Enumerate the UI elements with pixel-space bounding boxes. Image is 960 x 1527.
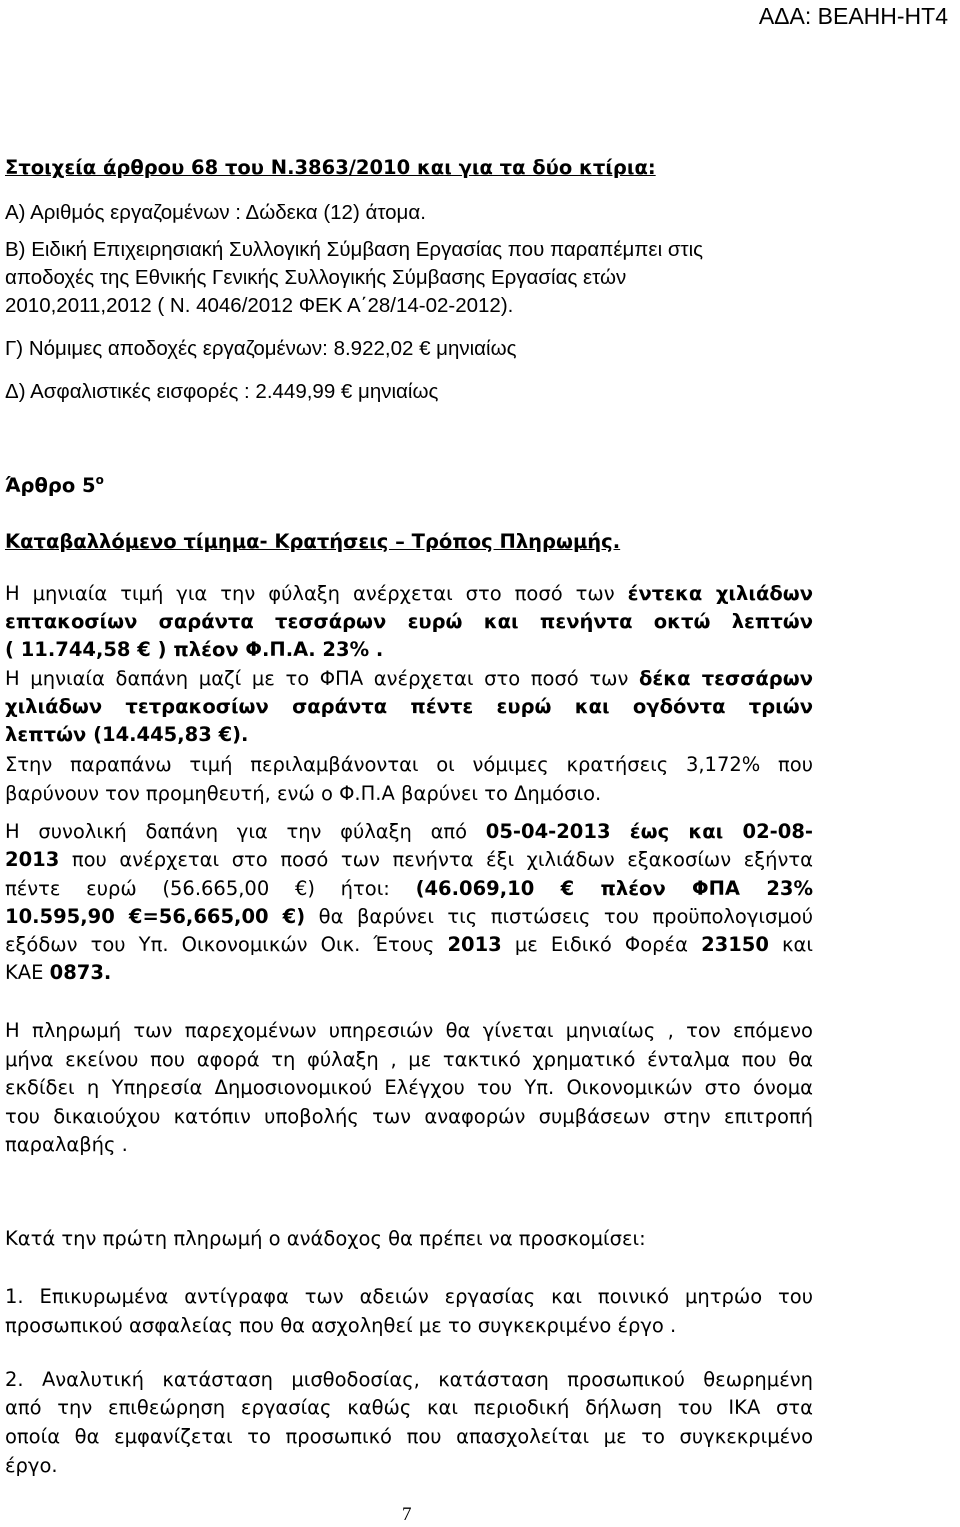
p4-breakdown: (46.069,10 € πλέον ΦΠΑ 23% xyxy=(415,877,813,900)
p1-text: Η μηνιαία τιμή για την φύλαξη ανέρχεται στο ποσό των xyxy=(5,582,628,605)
p6-item2-line4: έργο. xyxy=(5,1454,58,1477)
p4-text-4: θα βαρύνει τις πιστώσεις του προϋπολογισμού xyxy=(305,905,813,928)
p4-text-7: και xyxy=(768,933,813,956)
article-title xyxy=(5,473,104,499)
p5-line1: Η πληρωμή των παρεχομένων υπηρεσιών θα γίνεται μηνιαίως , τον επόμενο xyxy=(5,1019,813,1042)
p4-text-2: που ανέρχεται στο ποσό των πενήντα έξι χιλιάδων εξακοσίων εξήντα xyxy=(59,848,813,871)
item-b-line3: 2010,2011,2012 ( Ν. 4046/2012 ΦΕΚ Α΄28/14-02-2012). xyxy=(5,294,514,317)
p6-item2-line2: από την επιθεώρηση εργασίας καθώς και περιοδική δήλωση του ΙΚΑ στα xyxy=(5,1396,813,1419)
item-b-line2: αποδοχές της Εθνικής Γενικής Συλλογικής Σύμβασης Εργασίας ετών xyxy=(5,266,627,289)
p6-item2-line3: οποία θα εμφανίζεται το προσωπικό που απασχολείται με το συγκεκριμένο xyxy=(5,1425,813,1448)
p2-line3: λεπτών (14.445,83 €). xyxy=(5,723,249,746)
p5-line5: παραλαβής . xyxy=(5,1133,128,1156)
p4-line1 xyxy=(5,819,813,845)
ada-code: ΑΔΑ: ΒΕΑΗΗ-ΗΤ4 xyxy=(758,3,948,29)
p2-amount-words: δέκα τεσσάρων xyxy=(638,667,813,690)
item-d: Δ) Ασφαλιστικές εισφορές : 2.449,99 € μηνιαίως xyxy=(5,380,439,403)
p4-special-body: 23150 xyxy=(701,933,769,956)
p4-line3 xyxy=(5,876,813,902)
p6-intro: Κατά την πρώτη πληρωμή ο ανάδοχος θα πρέπει να προσκομίσει: xyxy=(5,1227,646,1250)
p4-text-5: εξόδων του Υπ. Οικονομικών Οικ. Έτους xyxy=(5,933,448,956)
p4-text-1: Η συνολική δαπάνη για την φύλαξη από xyxy=(5,820,486,843)
p4-year: 2013 xyxy=(5,848,60,871)
p4-text-3: πέντε ευρώ (56.665,00 €) ήτοι: xyxy=(5,877,416,900)
item-a: Α) Αριθμός εργαζομένων : Δώδεκα (12) άτομα. xyxy=(5,201,426,224)
p4-line2 xyxy=(5,847,813,873)
p4-kae-label: ΚΑΕ xyxy=(5,961,50,984)
item-c: Γ) Νόμιμες αποδοχές εργαζομένων: 8.922,02 € μηνιαίως xyxy=(5,337,517,360)
p2-line2: χιλιάδων τετρακοσίων σαράντα πέντε ευρώ και ογδόντα τριών xyxy=(5,695,813,718)
p4-kae-code: 0873. xyxy=(49,961,112,984)
p5-line2: μήνα εκείνου που αφορά τη φύλαξη , με τακτικό χρηματικό ένταλμα που θα xyxy=(5,1048,813,1071)
p4-total: 10.595,90 €=56,665,00 €) xyxy=(5,905,306,928)
article-title-text: Άρθρο 5 xyxy=(5,474,96,497)
p6-item2-line1: 2. Αναλυτική κατάσταση μισθοδοσίας, κατάσταση προσωπικού θεωρημένη xyxy=(5,1368,813,1391)
article-title-sup: ο xyxy=(95,473,104,487)
p4-line6 xyxy=(5,960,111,986)
p6-item1-line1: 1. Επικυρωμένα αντίγραφα των αδειών εργασίας και ποινικό μητρώο του xyxy=(5,1285,813,1308)
p2-text: Η μηνιαία δαπάνη μαζί με το ΦΠΑ ανέρχεται στο ποσό των xyxy=(5,667,639,690)
item-b-line1: Β) Ειδική Επιχειρησιακή Συλλογική Σύμβαση Εργασίας που παραπέμπει στις xyxy=(5,238,704,261)
p5-line3: εκδίδει η Υπηρεσία Δημοσιονομικού Ελέγχου του Υπ. Οικονομικών στο όνομα xyxy=(5,1076,813,1099)
p4-text-6: με Ειδικό Φορέα xyxy=(501,933,702,956)
p3-line1: Στην παραπάνω τιμή περιλαμβάνονται οι νόμιμες κρατήσεις 3,172% που xyxy=(5,753,813,776)
p4-period: 05-04-2013 έως και 02-08- xyxy=(485,820,813,843)
page-number: 7 xyxy=(402,1504,412,1525)
p1-amount-words: έντεκα χιλιάδων xyxy=(627,582,813,605)
p1-line1 xyxy=(5,581,813,607)
p4-fiscal-year: 2013 xyxy=(447,933,502,956)
p1-line2: επτακοσίων σαράντα τεσσάρων ευρώ και πενήντα οκτώ λεπτών xyxy=(5,610,813,633)
article-subtitle: Καταβαλλόμενο τίμημα- Κρατήσεις – Τρόπος Πληρωμής. xyxy=(5,530,621,553)
p5-line4: του δικαιούχου κατόπιν υποβολής των αναφορών συμβάσεων στην επιτροπή xyxy=(5,1105,813,1128)
p6-item1-line2: προσωπικού ασφαλείας που θα ασχοληθεί με το συγκεκριμένο έργο . xyxy=(5,1314,677,1337)
p1-line3: ( 11.744,58 € ) πλέον Φ.Π.Α. 23% . xyxy=(5,638,384,661)
p3-line2: βαρύνουν τον προμηθευτή, ενώ ο Φ.Π.Α βαρύνει το Δημόσιο. xyxy=(5,782,602,805)
section-title: Στοιχεία άρθρου 68 του Ν.3863/2010 και για τα δύο κτίρια: xyxy=(5,156,656,179)
p4-line4 xyxy=(5,904,813,930)
p2-line1 xyxy=(5,666,813,692)
p4-line5 xyxy=(5,932,813,958)
